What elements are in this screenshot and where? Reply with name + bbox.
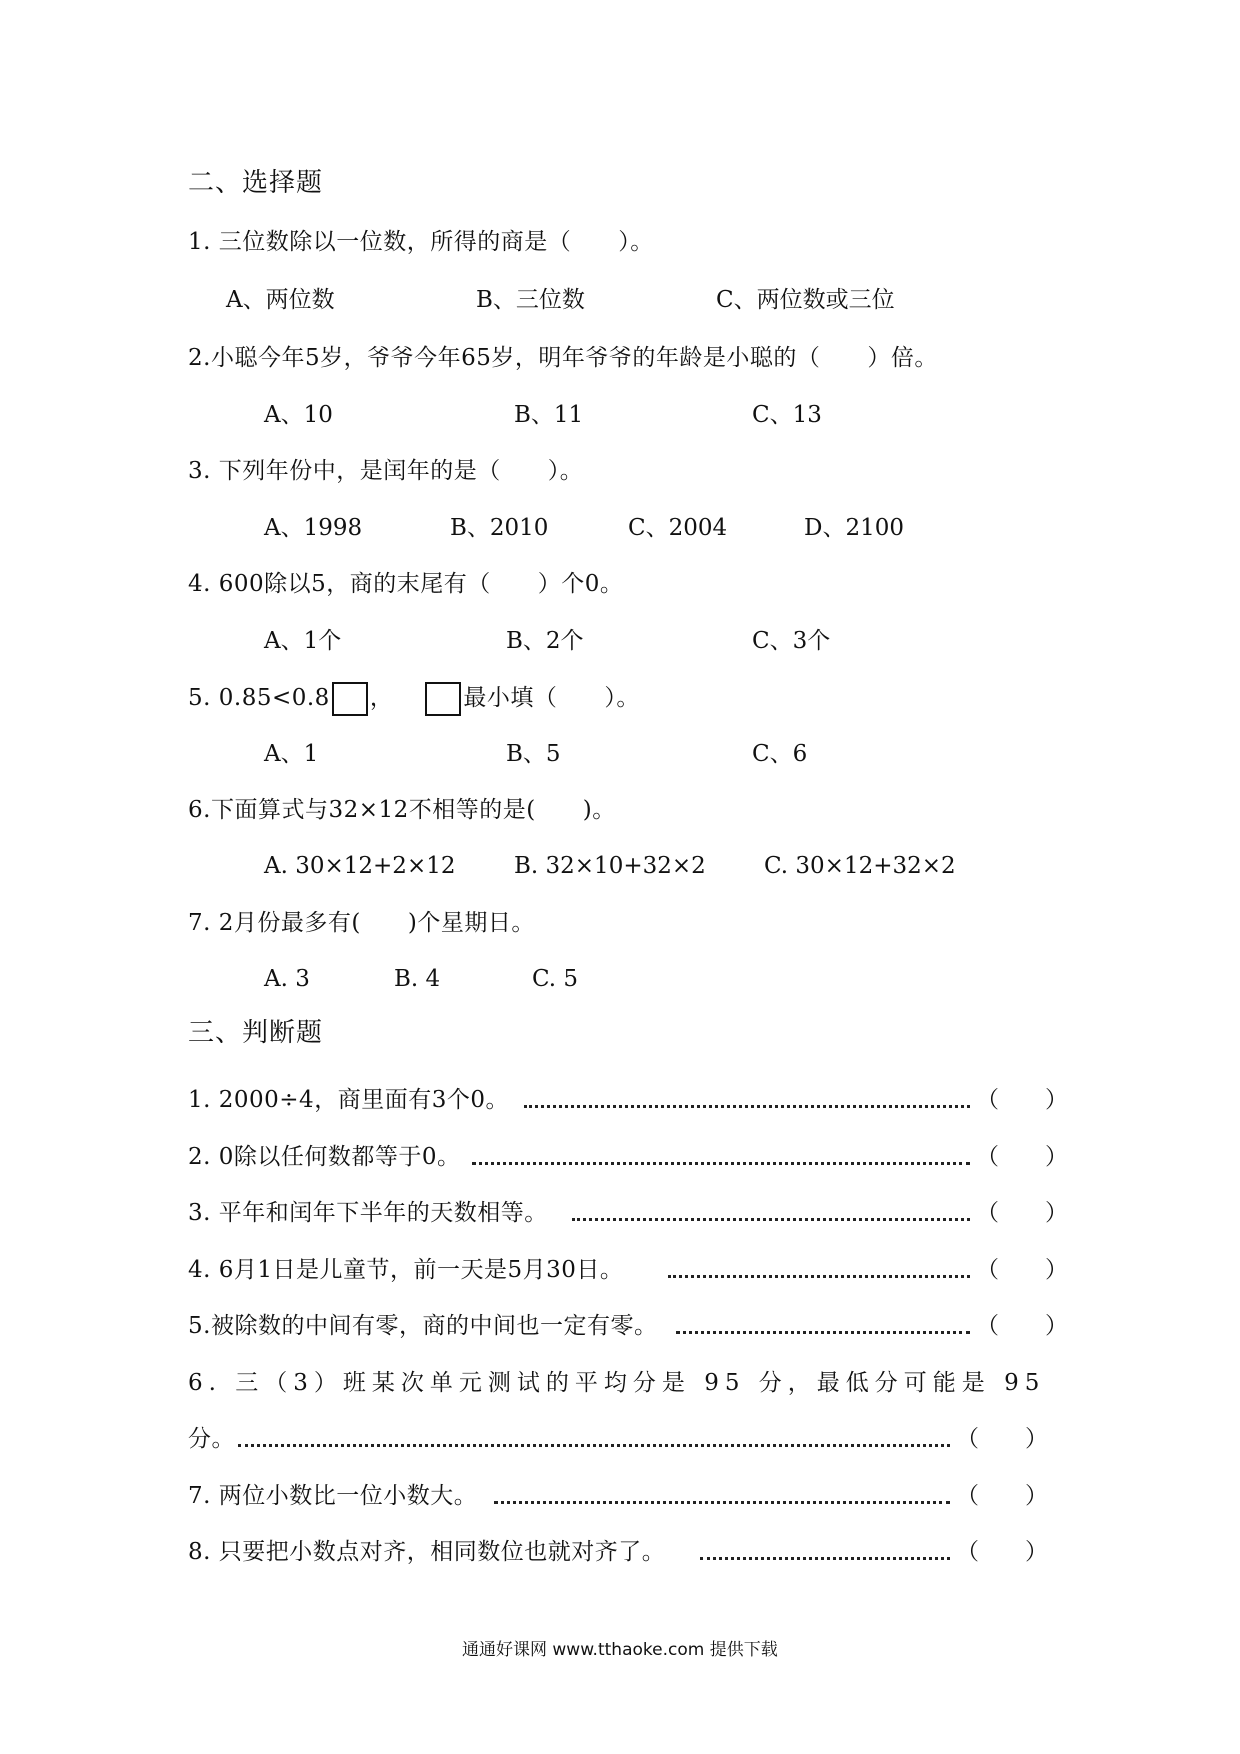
leader-dots: [494, 1501, 950, 1504]
q6-option-a: A. 30×12+2×12: [264, 853, 456, 879]
section-heading-judge: 三、判断题: [188, 1018, 324, 1048]
section-heading-choice: 二、选择题: [188, 168, 324, 198]
leader-dots: [472, 1162, 970, 1165]
q4-option-a: A、1个: [264, 628, 342, 654]
question-5-text-c: 最小填（ ）。: [463, 685, 640, 711]
answer-paren-5: （ ）: [976, 1313, 1068, 1339]
answer-paren-1: （ ）: [976, 1087, 1068, 1113]
q7-option-a: A. 3: [264, 966, 310, 992]
q1-option-c: C、两位数或三位: [716, 287, 895, 313]
q3-option-b: B、2010: [450, 515, 549, 541]
judge-item-1: 1. 2000÷4，商里面有3个0。: [188, 1087, 509, 1113]
judge-item-4: 4. 6月1日是儿童节，前一天是5月30日。: [188, 1257, 624, 1283]
leader-dots: [572, 1218, 970, 1221]
judge-item-3: 3. 平年和闰年下半年的天数相等。: [188, 1200, 548, 1226]
question-5: [188, 682, 640, 716]
q4-option-c: C、3个: [752, 628, 831, 654]
q3-option-d: D、2100: [804, 515, 904, 541]
q1-option-a: A、两位数: [226, 287, 335, 313]
q3-option-c: C、2004: [628, 515, 728, 541]
judge-item-6-cont: 分。: [188, 1426, 235, 1452]
judge-item-8: 8. 只要把小数点对齐，相同数位也就对齐了。: [188, 1539, 666, 1565]
q3-option-a: A、1998: [264, 515, 363, 541]
judge-item-2: 2. 0除以任何数都等于0。: [188, 1144, 461, 1170]
answer-paren-3: （ ）: [976, 1200, 1068, 1226]
q4-option-b: B、2个: [506, 628, 584, 654]
q2-option-a: A、10: [264, 402, 333, 428]
q6-option-c: C. 30×12+32×2: [764, 853, 956, 879]
question-5-text-b: ，: [369, 685, 394, 711]
judge-item-7: 7. 两位小数比一位小数大。: [188, 1483, 478, 1509]
leader-dots: [238, 1444, 950, 1447]
question-4: 4. 600除以5，商的末尾有（ ）个0。: [188, 571, 624, 597]
q5-option-c: C、6: [752, 741, 808, 767]
q7-option-c: C. 5: [532, 966, 579, 992]
q2-option-c: C、13: [752, 402, 822, 428]
q5-option-a: A、1: [264, 741, 319, 767]
leader-dots: [676, 1331, 970, 1334]
question-7: 7. 2月份最多有( )个星期日。: [188, 910, 535, 936]
answer-paren-4: （ ）: [976, 1257, 1068, 1283]
blank-box: [332, 682, 368, 716]
q2-option-b: B、11: [514, 402, 584, 428]
question-6: 6.下面算式与32×12不相等的是( )。: [188, 797, 616, 823]
question-5-text-a: 5. 0.85<0.8: [188, 685, 330, 711]
question-2: 2.小聪今年5岁，爷爷今年65岁，明年爷爷的年龄是小聪的（ ）倍。: [188, 345, 938, 371]
q5-option-b: B、5: [506, 741, 561, 767]
question-1: 1. 三位数除以一位数，所得的商是（ ）。: [188, 229, 654, 255]
question-3: 3. 下列年份中，是闰年的是（ ）。: [188, 458, 584, 484]
leader-dots: [700, 1557, 950, 1560]
q7-option-b: B. 4: [394, 966, 441, 992]
judge-item-5: 5.被除数的中间有零，商的中间也一定有零。: [188, 1313, 658, 1339]
blank-box: [425, 682, 461, 716]
footer-credit: 通通好课网 www.tthaoke.com 提供下载: [462, 1640, 778, 1660]
judge-item-6: 6. 三（3）班某次单元测试的平均分是 95 分，最低分可能是 95: [188, 1370, 1046, 1396]
answer-paren-8: （ ）: [956, 1539, 1048, 1565]
q1-option-b: B、三位数: [476, 287, 585, 313]
q6-option-b: B. 32×10+32×2: [514, 853, 706, 879]
leader-dots: [524, 1105, 970, 1108]
answer-paren-6: （ ）: [956, 1426, 1048, 1452]
leader-dots: [668, 1275, 970, 1278]
answer-paren-7: （ ）: [956, 1483, 1048, 1509]
answer-paren-2: （ ）: [976, 1144, 1068, 1170]
